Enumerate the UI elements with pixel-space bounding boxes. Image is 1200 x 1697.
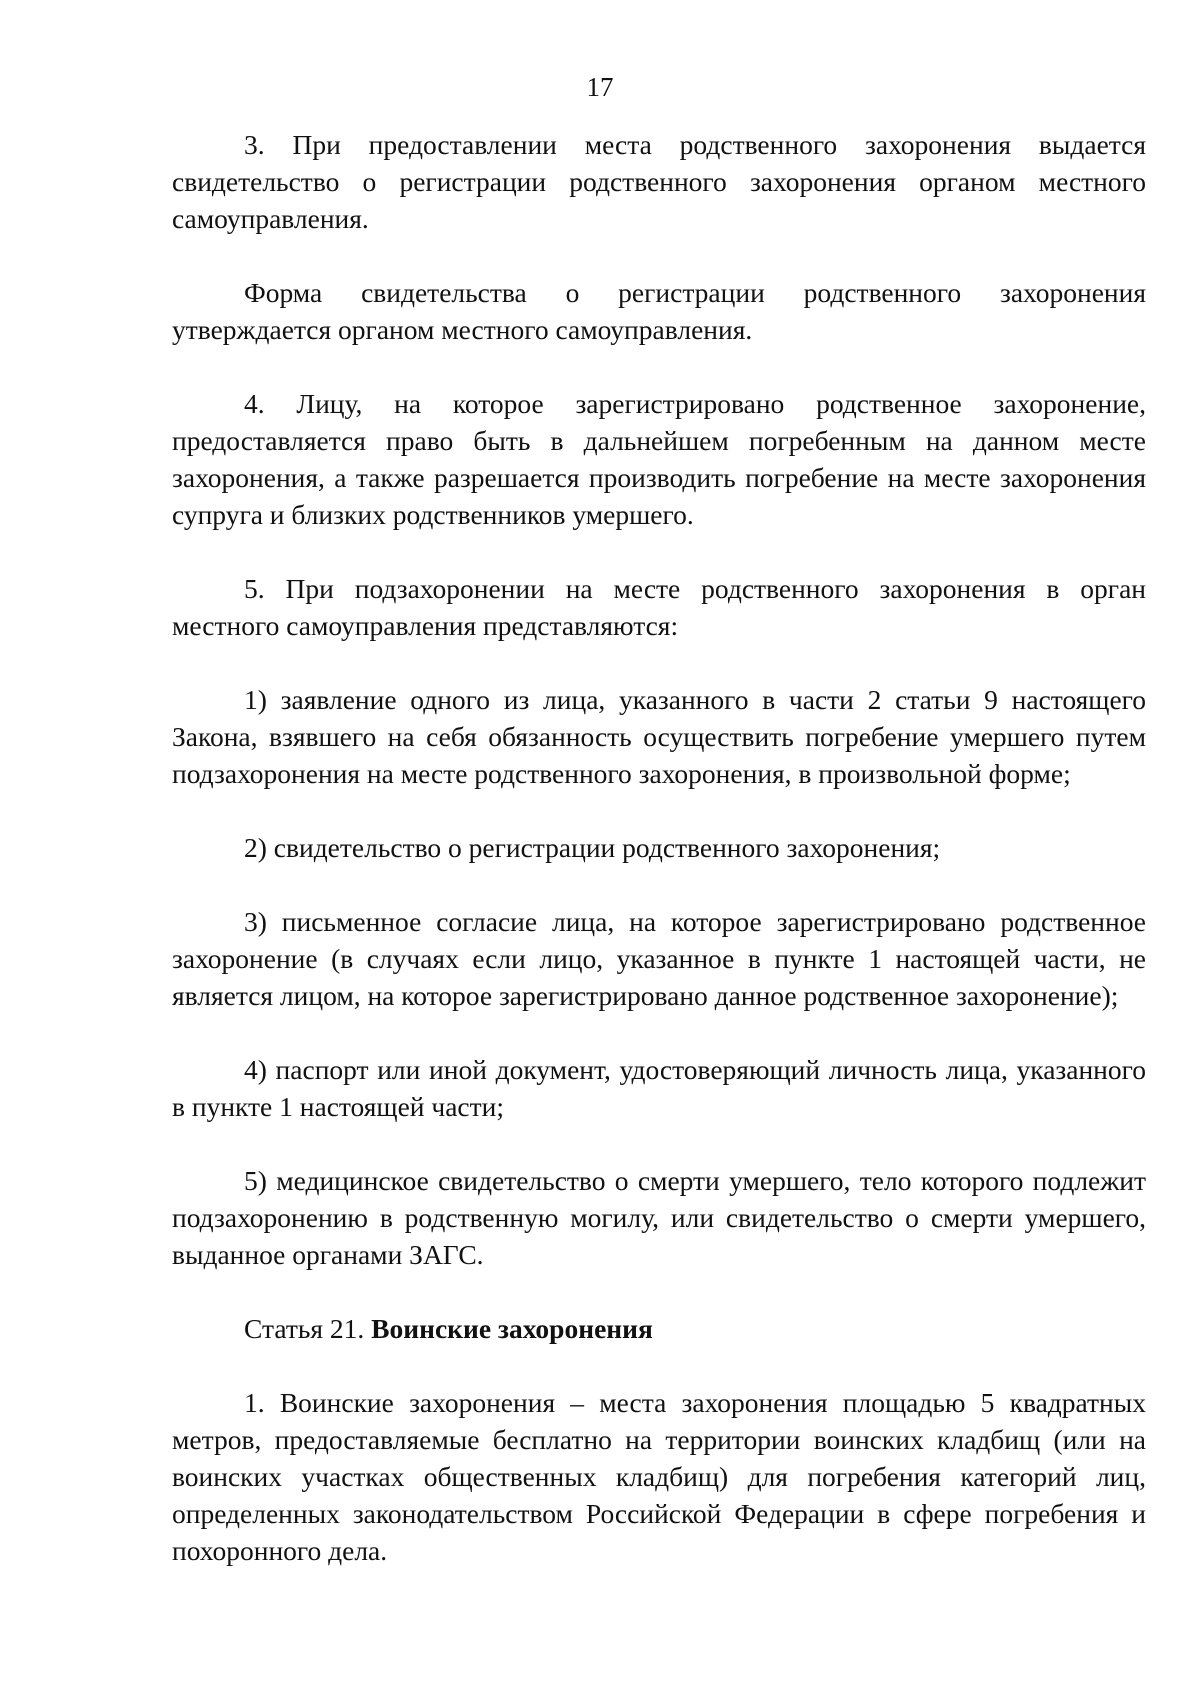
list-item-2-certificate: 2) свидетельство о регистрации родственного захоронения; — [244, 832, 941, 863]
paragraph-certificate-form: Форма свидетельства о регистрации родственного захоронения утверждается органом местного самоуправления. — [172, 277, 1146, 345]
list-item-4-passport: 4) паспорт или иной документ, удостоверяющий личность лица, указанного в пункте 1 настоящей части; — [172, 1054, 1146, 1122]
article-prefix: Статья 21. — [244, 1313, 365, 1344]
list-item-3-consent: 3) письменное согласие лица, на которое зарегистрировано родственное захоронение (в случаях если лицо, указанное в пункте 1 настоящей части, не является лицом, на которое зарегистрировано данное родственное захоронение); — [172, 906, 1146, 1011]
list-item-5-death-certificate: 5) медицинское свидетельство о смерти умершего, тело которого подлежит подзахоронению в родственную могилу, или свидетельство о смерти умершего, выданное органами ЗАГС. — [172, 1165, 1146, 1270]
paragraph-4-burial-right: 4. Лицу, на которое зарегистрировано родственное захоронение, предоставляется право быть в дальнейшем погребенным на данном месте захоронения, а также разрешается производить погребение на месте захоронения супруга и близких родственников умершего. — [172, 388, 1146, 530]
list-item-1-application: 1) заявление одного из лица, указанного в части 2 статьи 9 настоящего Закона, взявшего на себя обязанность осуществить погребение умершего путем подзахоронения на месте родственного захоронения, в произвольной форме; — [172, 684, 1146, 789]
paragraph-5-documents: 5. При подзахоронении на месте родственного захоронения в орган местного самоуправления представляются: — [172, 573, 1146, 641]
article-title: Воинские захоронения — [371, 1313, 653, 1344]
article-21-paragraph-1: 1. Воинские захоронения – места захоронения площадью 5 квадратных метров, предоставляемые бесплатно на территории воинских кладбищ (или на воинских участках общественных кладбищ) для погребения категорий лиц, определенных законодательством Российской Федерации в сфере погребения и похоронного дела. — [172, 1387, 1146, 1566]
article-heading — [172, 1310, 1146, 1347]
page-number: 17 — [586, 72, 614, 102]
paragraph-3-certificate: 3. При предоставлении места родственного захоронения выдается свидетельство о регистрации родственного захоронения органом местного самоуправления. — [172, 129, 1146, 234]
document-body — [172, 126, 1146, 1606]
